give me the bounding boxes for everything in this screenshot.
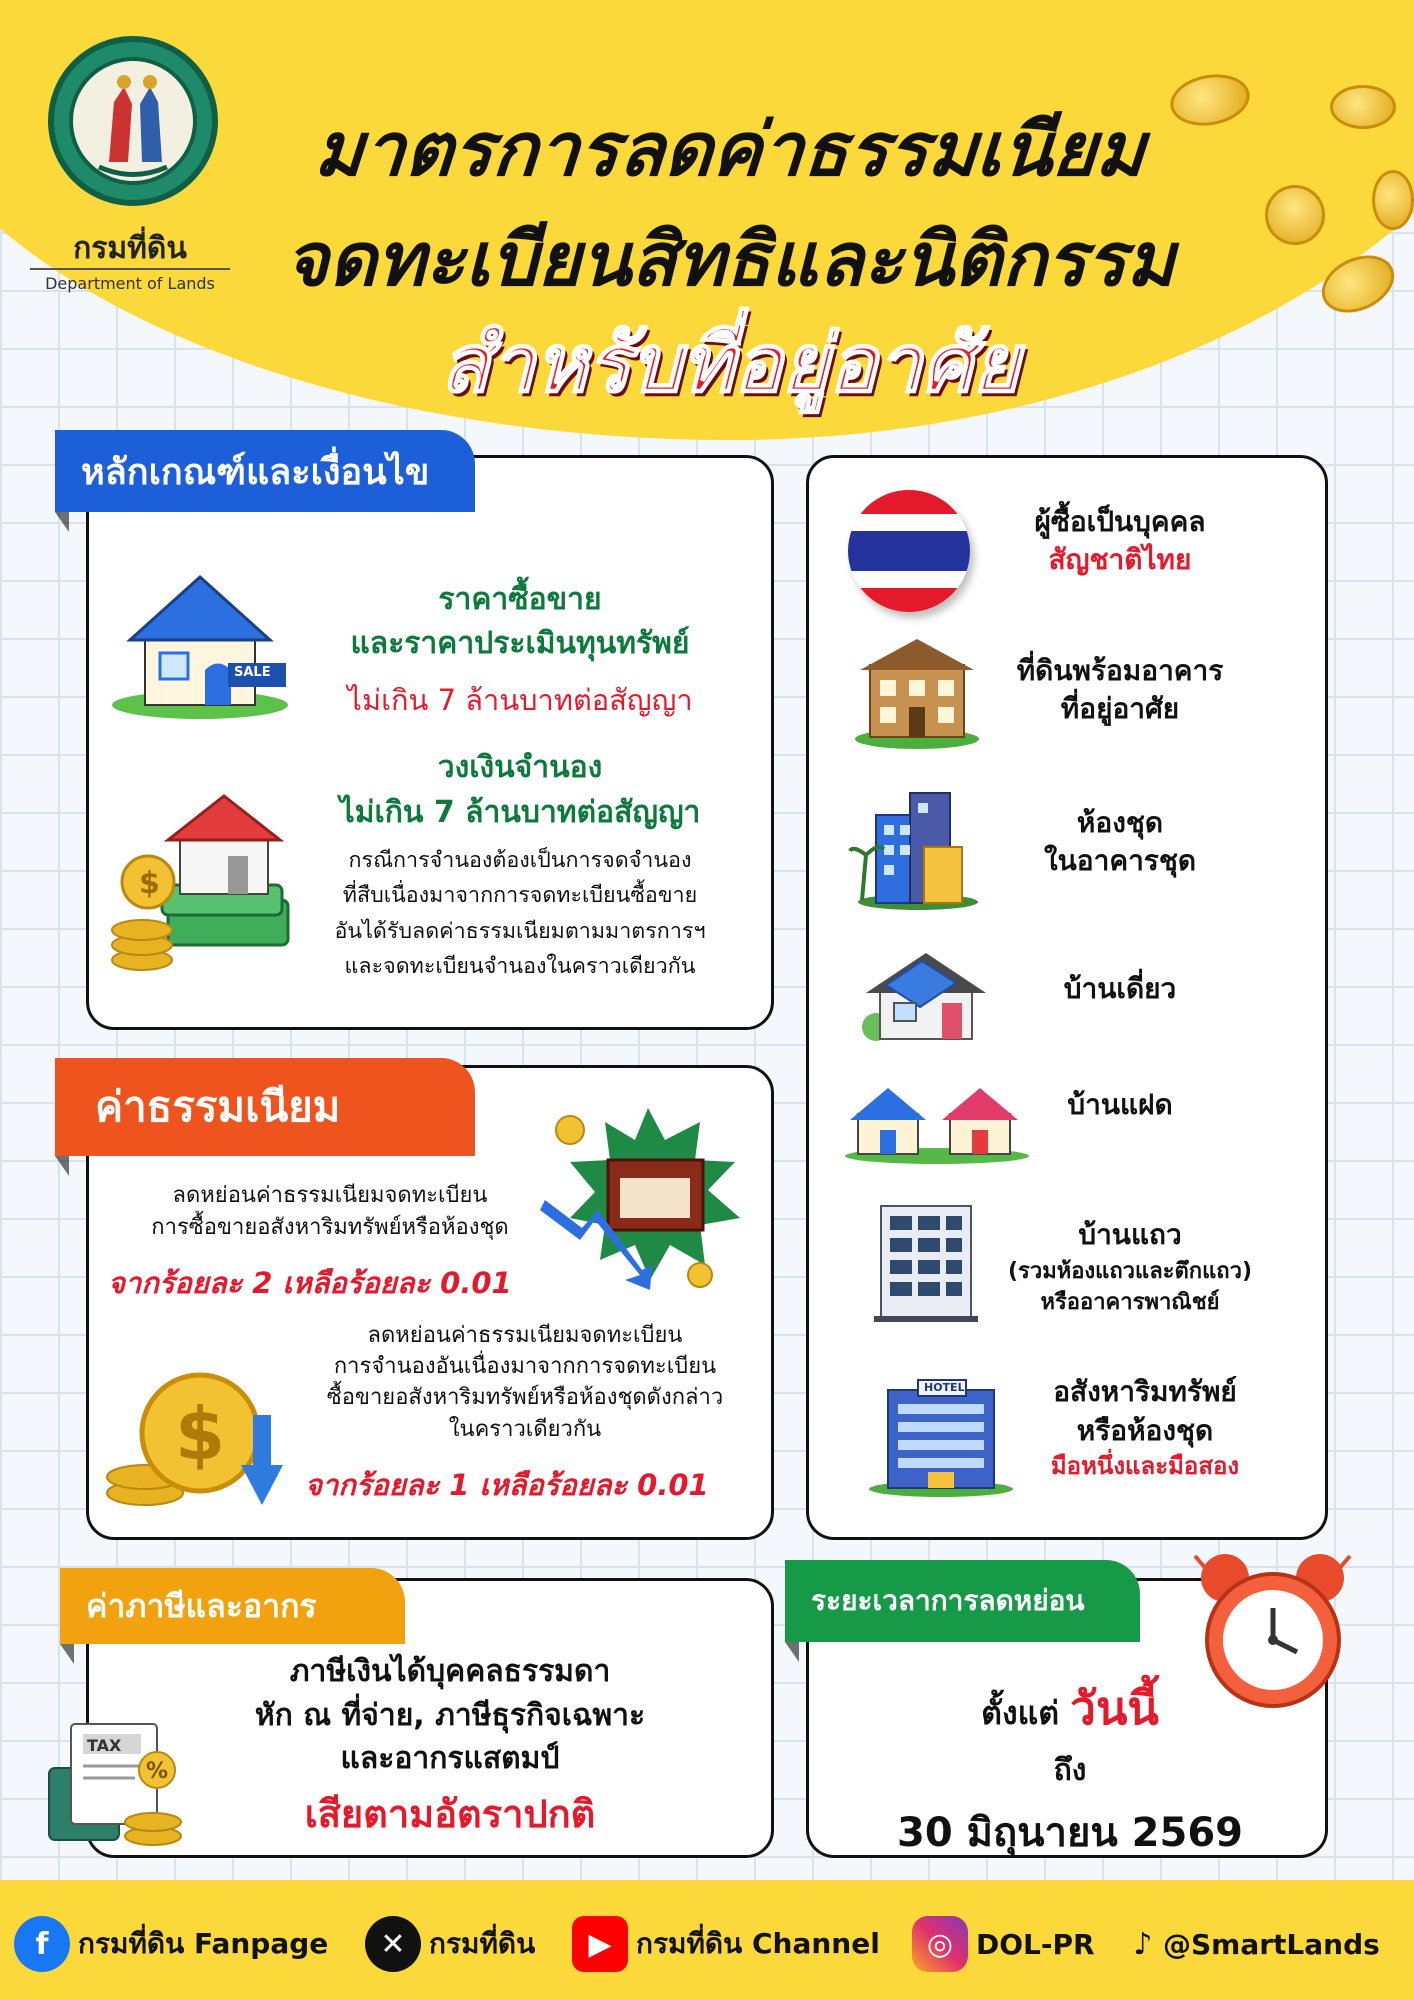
title-line-3: สำหรับที่อยู่อาศัย xyxy=(440,317,1020,410)
taxes-line-2: หัก ณ ที่จ่าย, ภาษีธุรกิจเฉพาะ xyxy=(254,1697,646,1733)
row-line-3: หรืออาคารพาณิชย์ xyxy=(1040,1290,1220,1316)
taxes-tab: ค่าภาษีและอากร xyxy=(60,1568,405,1644)
fee-sale-desc-line: ลดหย่อนค่าธรรมเนียมจดทะเบียน xyxy=(172,1183,488,1208)
period-from-label: ตั้งแต่ xyxy=(981,1694,1059,1732)
condo-icon xyxy=(848,785,983,910)
fee-sale-desc-line: การซื้อขายอสังหาริมทรัพย์หรือห้องชุด xyxy=(151,1214,509,1240)
fee-sale-description xyxy=(100,1180,560,1244)
svg-text:$: $ xyxy=(139,866,160,901)
period-text xyxy=(820,1672,1320,1864)
row-house-label xyxy=(985,1215,1275,1319)
org-name: กรมที่ดิน xyxy=(73,231,187,266)
house-building-icon xyxy=(852,635,982,750)
instagram-icon: ◎ xyxy=(912,1916,968,1972)
x-link[interactable] xyxy=(365,1916,535,1972)
period-end-date: 30 มิถุนายน 2569 xyxy=(896,1810,1243,1856)
fees-tab: ค่าธรรมเนียม xyxy=(55,1058,475,1156)
row-line-2: (รวมห้องแถวและตึกแถว) xyxy=(1007,1258,1253,1284)
estate-line-2: หรือห้องชุด xyxy=(1076,1414,1214,1448)
price-drop-icon xyxy=(540,1100,755,1290)
land-label xyxy=(985,652,1255,728)
taxes-line-4: เสียตามอัตราปกติ xyxy=(304,1791,596,1836)
buyer-line-2: สัญชาติไทย xyxy=(1048,542,1192,576)
fee-mortgage-description xyxy=(285,1320,765,1445)
criteria-tab: หลักเกณฑ์และเงื่อนไข xyxy=(55,430,475,512)
estate-line-3: มือหนึ่งและมือสอง xyxy=(1050,1452,1240,1481)
mortgage-heading xyxy=(300,745,740,835)
facebook-icon: f xyxy=(14,1916,70,1972)
row-building-icon xyxy=(866,1200,986,1325)
svg-text:%: % xyxy=(146,1759,169,1784)
fee-mortgage-desc-line: ลดหย่อนค่าธรรมเนียมจดทะเบียน xyxy=(367,1323,683,1348)
title-line-1: มาตรการลดค่าธรรมเนียม xyxy=(311,107,1149,193)
estate-line-1: อสังหาริมทรัพย์ xyxy=(1053,1375,1237,1408)
x-label: กรมที่ดิน xyxy=(429,1927,536,1960)
coin-down-arrow-icon xyxy=(105,1365,290,1510)
price-line-2: และราคาประเมินทุนทรัพย์ xyxy=(350,625,690,661)
svg-text:$: $ xyxy=(175,1392,226,1476)
org-name-english: Department of Lands xyxy=(30,268,230,293)
land-line-1: ที่ดินพร้อมอาคาร xyxy=(1016,654,1224,687)
thai-flag-icon xyxy=(848,490,970,612)
title-line-2: จดทะเบียนสิทธิและนิติกรรม xyxy=(285,217,1175,303)
facebook-label: กรมที่ดิน Fanpage xyxy=(78,1927,329,1960)
estate-label xyxy=(1015,1372,1275,1484)
fee-mortgage-rate: จากร้อยละ 1 เหลือร้อยละ 0.01 xyxy=(305,1468,709,1502)
sale-sign: SALE xyxy=(234,665,271,680)
mortgage-line-2: ไม่เกิน 7 ล้านบาทต่อสัญญา xyxy=(339,795,701,830)
mortgage-desc-line: อันได้รับลดค่าธรรมเนียมตามมาตรการฯ xyxy=(334,918,706,944)
mortgage-desc-line: ที่สืบเนื่องมาจากการจดทะเบียนซื้อขาย xyxy=(342,883,698,909)
house-money-icon xyxy=(110,790,300,975)
detached-house-icon xyxy=(856,945,996,1045)
gold-coin-icon xyxy=(1330,85,1396,129)
hotel-building-icon xyxy=(866,1372,1016,1497)
fee-sale-rate: จากร้อยละ 2 เหลือร้อยละ 0.01 xyxy=(108,1266,512,1300)
price-heading xyxy=(300,578,740,665)
x-icon: ✕ xyxy=(365,1916,421,1972)
price-line-1: ราคาซื้อขาย xyxy=(438,582,602,617)
facebook-link[interactable] xyxy=(14,1916,328,1972)
youtube-label: กรมที่ดิน Channel xyxy=(636,1927,880,1960)
tax-document-icon xyxy=(45,1718,185,1848)
fee-mortgage-desc-line: ในคราวเดียวกัน xyxy=(448,1416,602,1442)
taxes-text xyxy=(180,1650,720,1842)
mortgage-line-1: วงเงินจำนอง xyxy=(437,750,603,785)
buyer-label xyxy=(990,503,1250,579)
tiktok-label: @SmartLands xyxy=(1163,1927,1380,1961)
mortgage-description xyxy=(300,843,740,985)
fee-mortgage-desc-line: การจำนองอันเนื่องมาจากการจดทะเบียน xyxy=(333,1354,717,1380)
instagram-label: DOL-PR xyxy=(976,1927,1095,1961)
condo-label xyxy=(990,804,1250,880)
house-sale-icon xyxy=(110,565,295,720)
department-seal-logo xyxy=(48,36,218,206)
price-limit: ไม่เกิน 7 ล้านบาทต่อสัญญา xyxy=(347,683,693,717)
row-line-1: บ้านแถว xyxy=(1078,1218,1182,1251)
detached-house-label: บ้านเดี่ยว xyxy=(1063,972,1177,1005)
period-to-label: ถึง xyxy=(1053,1753,1087,1788)
condo-line-2: ในอาคารชุด xyxy=(1043,843,1197,877)
hotel-sign: HOTEL xyxy=(924,1381,965,1394)
period-from-value: วันนี้ xyxy=(1070,1681,1159,1735)
gold-coin-icon xyxy=(1372,170,1414,230)
tiktok-icon: ♪ xyxy=(1133,1926,1153,1962)
period-tab: ระยะเวลาการลดหย่อน xyxy=(785,1560,1140,1642)
land-line-2: ที่อยู่อาศัย xyxy=(1060,691,1180,725)
taxes-line-3: และอากรแสตมป์ xyxy=(340,1741,560,1776)
fee-mortgage-desc-line: ซื้อขายอสังหาริมทรัพย์หรือห้องชุดดังกล่าว xyxy=(326,1385,724,1411)
tax-sign: TAX xyxy=(87,1736,122,1755)
instagram-link[interactable] xyxy=(912,1916,1095,1972)
condo-line-1: ห้องชุด xyxy=(1076,806,1164,839)
youtube-icon: ▶ xyxy=(572,1916,628,1972)
taxes-line-1: ภาษีเงินได้บุคคลธรรมดา xyxy=(289,1654,611,1689)
buyer-line-1: ผู้ซื้อเป็นบุคคล xyxy=(1034,505,1206,538)
twin-house-label: บ้านแฝด xyxy=(1067,1088,1173,1121)
mortgage-desc-line: กรณีการจำนองต้องเป็นการจดจำนอง xyxy=(348,848,692,873)
tiktok-link[interactable] xyxy=(1125,1916,1380,1972)
youtube-link[interactable] xyxy=(572,1916,880,1972)
mortgage-desc-line: และจดทะเบียนจำนองในคราวเดียวกัน xyxy=(344,954,696,980)
